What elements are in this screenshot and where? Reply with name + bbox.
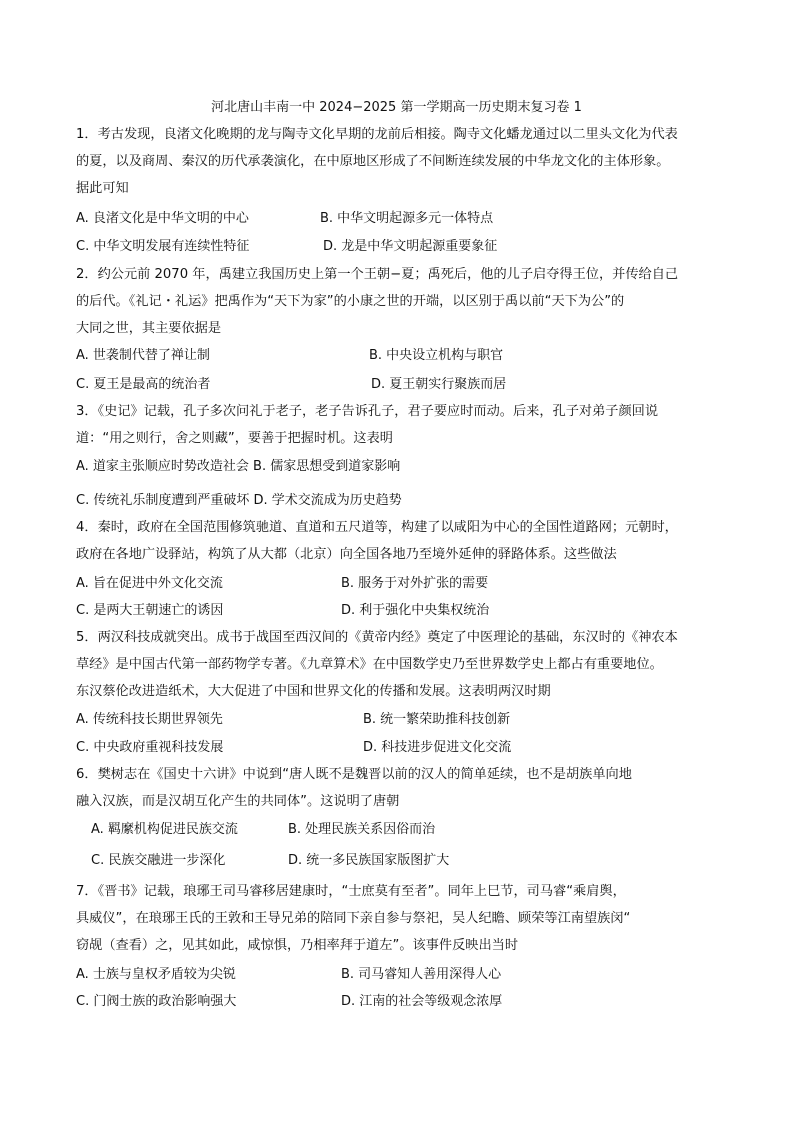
question-2-option-a[interactable]: A. 世袭制代替了禅让制: [76, 348, 210, 363]
question-7-line-1: 7．《晋书》记载，琅琊王司马睿移居建康时，“士庶莫有至者”。同年上巳节，司马睿“乘肩舆，: [76, 884, 626, 899]
question-1-option-b[interactable]: B. 中华文明起源多元一体特点: [320, 211, 494, 226]
question-5-option-b[interactable]: B. 统一繁荣助推科技创新: [363, 712, 511, 727]
question-1-option-d[interactable]: D. 龙是中华文明起源重要象征: [323, 239, 498, 254]
question-6-option-d[interactable]: D. 统一多民族国家版图扩大: [288, 853, 450, 868]
question-6-option-c[interactable]: C. 民族交融进一步深化: [91, 853, 226, 868]
question-2-line-2: 的后代。《礼记・礼运》把禹作为“天下为家”的小康之世的开端，以区别于禹以前“天下为公”的: [76, 294, 625, 309]
question-2-option-b[interactable]: B. 中央设立机构与职官: [369, 348, 504, 363]
question-5-option-a[interactable]: A. 传统科技长期世界领先: [76, 712, 223, 727]
question-2-option-d[interactable]: D. 夏王朝实行聚族而居: [371, 377, 507, 392]
question-2-option-c[interactable]: C. 夏王是最高的统治者: [76, 377, 211, 392]
question-7-option-a[interactable]: A. 士族与皇权矛盾较为尖锐: [76, 967, 236, 982]
question-4-option-b[interactable]: B. 服务于对外扩张的需要: [341, 576, 489, 591]
question-7-line-3: 窃觇（查看）之，见其如此，咸惊惧，乃相率拜于道左”。该事件反映出当时: [76, 938, 519, 953]
question-4-line-2: 政府在各地广设驿站，构筑了从大都（北京）向全国各地乃至境外延伸的驿路体系。这些做法: [76, 547, 617, 562]
question-3-line-2: 道：“用之则行，舍之则藏”，要善于把握时机。这表明: [76, 431, 393, 446]
exam-title: 河北唐山丰南一中 2024−2025 第一学期高一历史期末复习卷 1: [211, 100, 582, 115]
question-5-line-2: 草经》是中国古代第一部药物学专著。《九章算术》在中国数学史乃至世界数学史上都占有重要地位。: [76, 657, 663, 672]
question-6-option-b[interactable]: B. 处理民族关系因俗而治: [288, 822, 436, 837]
question-7-option-d[interactable]: D. 江南的社会等级观念浓厚: [341, 994, 503, 1009]
question-3-option-ab[interactable]: A. 道家主张顺应时势改造社会 B. 儒家思想受到道家影响: [76, 459, 401, 474]
question-1-option-c[interactable]: C. 中华文明发展有连续性特征: [76, 239, 250, 254]
question-4-option-d[interactable]: D. 利于强化中央集权统治: [341, 603, 490, 618]
question-5-option-d[interactable]: D. 科技进步促进文化交流: [363, 740, 512, 755]
question-1-line-1: 1．考古发现，良渚文化晚期的龙与陶寺文化早期的龙前后相接。陶寺文化蟠龙通过以二里头文化为代表: [76, 127, 678, 142]
question-2-line-3: 大同之世，其主要依据是: [76, 321, 222, 336]
question-2-line-1: 2．约公元前 2070 年，禹建立我国历史上第一个王朝−夏；禹死后，他的儿子启夺得王位，并传给自己: [76, 267, 679, 282]
question-7-option-b[interactable]: B. 司马睿知人善用深得人心: [341, 967, 502, 982]
question-7-line-2: 具威仪”，在琅琊王氏的王敦和王导兄弟的陪同下亲自参与祭祀，吴人纪瞻、顾荣等江南望族闵“: [76, 911, 631, 926]
question-4-option-a[interactable]: A. 旨在促进中外文化交流: [76, 576, 223, 591]
question-6-line-1: 6．樊树志在《国史十六讲》中说到“唐人既不是魏晋以前的汉人的简单延续，也不是胡族单向地: [76, 767, 632, 782]
question-6-option-a[interactable]: A. 羁縻机构促进民族交流: [91, 822, 238, 837]
question-5-line-3: 东汉蔡伦改进造纸术，大大促进了中国和世界文化的传播和发展。这表明两汉时期: [76, 684, 551, 699]
question-1-line-3: 据此可知: [76, 181, 129, 196]
question-7-option-c[interactable]: C. 门阀士族的政治影响强大: [76, 994, 237, 1009]
question-5-option-c[interactable]: C. 中央政府重视科技发展: [76, 740, 224, 755]
question-1-line-2: 的夏，以及商周、秦汉的历代承袭演化，在中原地区形成了不间断连续发展的中华龙文化的主体形象。: [76, 154, 670, 169]
question-1-option-a[interactable]: A. 良渚文化是中华文明的中心: [76, 211, 249, 226]
question-4-line-1: 4．秦时，政府在全国范围修筑驰道、直道和五尺道等，构建了以咸阳为中心的全国性道路网；元朝时，: [76, 520, 678, 535]
question-4-option-c[interactable]: C. 是两大王朝速亡的诱因: [76, 603, 224, 618]
question-3-line-1: 3．《史记》记载，孔子多次问礼于老子，老子告诉孔子，君子要应时而动。后来，孔子对弟子颜回说: [76, 404, 659, 419]
question-5-line-1: 5．两汉科技成就突出。成书于战国至西汉间的《黄帝内经》奠定了中医理论的基础，东汉时的《神农本: [76, 630, 678, 645]
question-6-line-2: 融入汉族，而是汉胡互化产生的共同体”。这说明了唐朝: [76, 794, 400, 809]
question-3-option-cd[interactable]: C. 传统礼乐制度遭到严重破坏 D. 学术交流成为历史趋势: [76, 493, 402, 508]
